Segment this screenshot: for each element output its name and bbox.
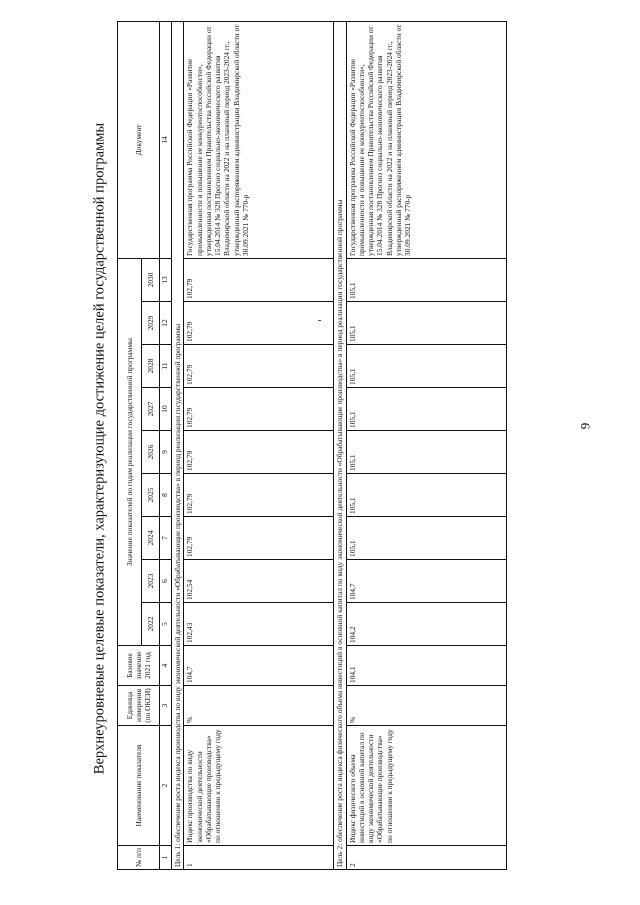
header-year: 2025: [142, 474, 160, 517]
column-number: 3: [160, 686, 172, 726]
row-value: 102,79: [184, 431, 334, 474]
column-number: 2: [160, 726, 172, 846]
row-name: Индекс физического объема инвестиций в основной капитал по виду экономической деятельности «Обрабатывающие производства» по отношению к предыдущему году: [346, 726, 506, 846]
goal-title: Цель 2: обеспечение роста индекса физического объема инвестиций в основной капитал по виду экономической деятельности «Обрабатывающие производства» в период реализации государственной программы: [334, 21, 346, 869]
table-row: [346, 21, 506, 869]
column-number: 7: [160, 517, 172, 560]
header-year: 2027: [142, 388, 160, 431]
rotated-table-area: [117, 22, 572, 870]
row-base: 104,7: [184, 646, 334, 686]
header-num: № п/п: [118, 846, 160, 870]
row-value: 104,2: [346, 603, 506, 646]
header-year: 2030: [142, 258, 160, 301]
header-name: Наименование показателя: [118, 726, 160, 846]
row-num: 1: [184, 846, 334, 870]
row-value: 105,1: [346, 388, 506, 431]
column-number: 8: [160, 474, 172, 517]
row-value: 102,54: [184, 560, 334, 603]
row-value: 102,79: [184, 345, 334, 388]
row-value: 102,43: [184, 603, 334, 646]
column-number: 1: [160, 846, 172, 870]
header-year: 2028: [142, 345, 160, 388]
page-title: Верхнеуровневые целевые показатели, характеризующие достижение целей государственной программы: [91, 122, 108, 775]
row-name: Индекс производства по виду экономической деятельности «Обрабатывающие производства» по отношению к предыдущему году: [184, 726, 334, 846]
column-number: 14: [160, 21, 172, 258]
row-value: 105,1: [346, 258, 506, 301]
column-number: 10: [160, 388, 172, 431]
column-number: 6: [160, 560, 172, 603]
row-value: 102,79: [184, 302, 334, 345]
header-year: 2022: [142, 603, 160, 646]
row-num: 2: [346, 846, 506, 870]
row-value: 102,79: [184, 388, 334, 431]
page-number: 9: [577, 422, 593, 430]
header-year: 2029: [142, 302, 160, 345]
header-year: 2023: [142, 560, 160, 603]
column-number: 11: [160, 345, 172, 388]
row-unit: %: [346, 686, 506, 726]
row-value: 105,1: [346, 345, 506, 388]
column-number: 9: [160, 431, 172, 474]
row-unit: %: [184, 686, 334, 726]
header-unit: Единица измерения (по ОКЕИ): [118, 686, 160, 726]
row-value: 105,1: [346, 302, 506, 345]
row-value: 102,79: [184, 474, 334, 517]
indicators-table: [117, 21, 507, 870]
column-number: 5: [160, 603, 172, 646]
row-value: 104,7: [346, 560, 506, 603]
column-number: 13: [160, 258, 172, 301]
header-year: 2024: [142, 517, 160, 560]
column-number: 12: [160, 302, 172, 345]
column-number: 4: [160, 646, 172, 686]
header-base: Базовое значение 2021 год: [118, 646, 160, 686]
row-document: Государственная программа Российской Федерации «Развитие промышленности и повышение ее конкурентоспособности», утвержденная постановлением Правительства Российской Федерации от 15.04.2014 № 328 Прогноз социально-экономического развития Владимирской области на 2022 и на плановый период 2023-2024 гг., утвержденный распоряжением администрации Владимирской области от 30.09.2021 № 770-р: [184, 21, 334, 258]
row-base: 104,1: [346, 646, 506, 686]
table-row: [184, 21, 334, 869]
header-values-group: Значение показателей по годам реализации государственной программы: [118, 258, 142, 645]
goal-title: Цель 1: обеспечение роста индекса производства по виду экономической деятельности «Обрабатывающие производства» в период реализации государственной программы: [172, 21, 184, 869]
row-value: 102,79: [184, 258, 334, 301]
row-value: 105,1: [346, 431, 506, 474]
row-document: Государственная программа Российской Федерации «Развитие промышленности и повышение ее конкурентоспособности», утвержденная постановлением Правительства Российской Федерации от 15.04.2014 № 328 Прогноз социально-экономического развития Владимирской области на 2022 и на плановый период 2023-2024 гг., утвержденный распоряжением администрации Владимирской области от 30.09.2021 № 770-р: [346, 21, 506, 258]
header-year: 2026: [142, 431, 160, 474]
header-document: Документ: [118, 21, 160, 258]
row-value: 102,79: [184, 517, 334, 560]
row-value: 105,1: [346, 474, 506, 517]
row-value: 105,1: [346, 517, 506, 560]
